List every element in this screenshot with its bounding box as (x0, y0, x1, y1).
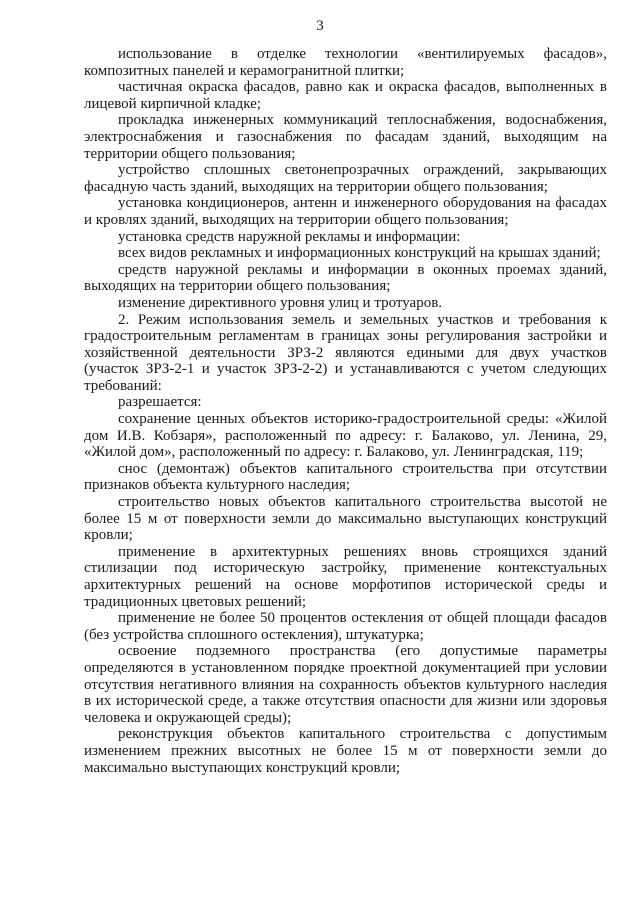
paragraph-zone-regime: 2. Режим использования земель и земельных участков и требования к градостроительным регламентам в границах зоны регулирования застройки и хозяйственной деятельности ЗРЗ-2 являются едиными для двух участков (участок ЗРЗ-2-1 и участок ЗРЗ-2-2) и устанавливаются с учетом следующих требований: (84, 311, 607, 394)
paragraph-street-level: изменение директивного уровня улиц и тротуаров. (118, 294, 443, 311)
paragraph-solid-fences: устройство сплошных светонепрозрачных ограждений, закрывающих фасадную часть зданий, выходящих на территории общего пользования; (84, 162, 607, 195)
paragraph-demolition: снос (демонтаж) объектов капитального строительства при отсутствии признаков объекта культурного наследия; (84, 460, 607, 494)
paragraph-permitted: разрешается: (118, 394, 202, 411)
paragraph-glazing: применение не более 50 процентов остекления от общей площади фасадов (без устройства сплошного остекления), штукатурка; (84, 610, 607, 643)
paragraph-architecture-style: применение в архитектурных решениях вновь строящихся зданий стилизации под историческую застройку, применение контекстуальных архитектурных решений на основе морфотипов исторической среды и традиционных цветовых решений; (84, 543, 607, 610)
paragraph-ventilated-facades: использование в отделке технологии «вентилируемых фасадов», композитных панелей и керамогранитной плитки; (84, 46, 607, 79)
paragraph-air-conditioners: установка кондиционеров, антенн и инженерного оборудования на фасадах и кровлях зданий, выходящих на территории общего пользования; (84, 195, 607, 228)
paragraph-roof-advertising: всех видов рекламных и информационных конструкций на крышах зданий; (118, 245, 601, 262)
page-number: 3 (316, 18, 324, 34)
paragraph-partial-painting: частичная окраска фасадов, равно как и окраска фасадов, выполненных в лицевой кирпичной кладке; (84, 79, 607, 112)
paragraph-advertising: установка средств наружной рекламы и информации: (118, 228, 461, 245)
paragraph-window-advertising: средств наружной рекламы и информации в оконных проемах зданий, выходящих на территории общего пользования; (84, 261, 607, 295)
paragraph-utilities-laying: прокладка инженерных коммуникаций теплоснабжения, водоснабжения, электроснабжения и газоснабжения по фасадам зданий, выходящим на территории общего пользования; (84, 112, 607, 162)
paragraph-reconstruction: реконструкция объектов капитального строительства с допустимым изменением прежних высотных не более 15 м от поверхности земли до максимально выступающих конструкций кровли; (84, 726, 607, 776)
paragraph-new-construction: строительство новых объектов капитального строительства высотой не более 15 м от поверхности земли до максимально выступающих конструкций кровли; (84, 494, 607, 544)
paragraph-underground: освоение подземного пространства (его допустимые параметры определяются в установленном порядке проектной документацией при условии отсутствия негативного влияния на сохранность объектов культурного наследия в их исторической среде, а также отсутствия опасности для жизни или здоровья человека и окружающей среды); (84, 643, 607, 726)
paragraph-preservation: сохранение ценных объектов историко-градостроительной среды: «Жилой дом И.В. Кобзаря», расположенный по адресу: г. Балаково, ул. Ленина, 29, «Жилой дом», расположенный по адресу: г. Балаково, ул. Ленинградская, 119; (84, 411, 607, 461)
document-body (84, 46, 607, 776)
